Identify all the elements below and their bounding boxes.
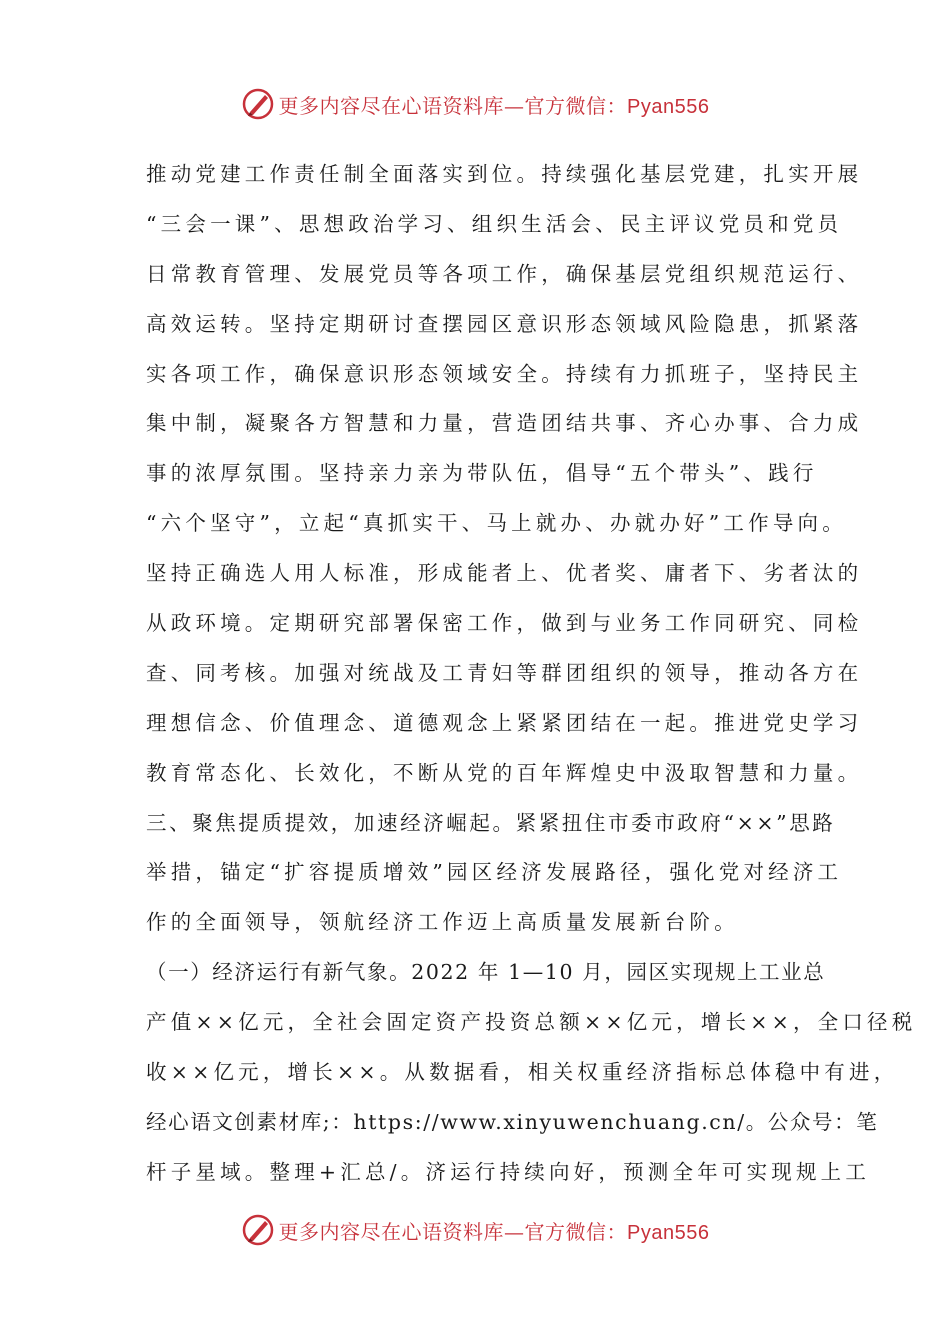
body-line: 坚持正确选人用人标准，形成能者上、优者奖、庸者下、劣者汰的 <box>146 561 863 586</box>
body-line: 查、同考核。加强对统战及工青妇等群团组织的领导，推动各方在 <box>146 660 863 685</box>
body-line: 理想信念、价值理念、道德观念上紧紧团结在一起。推进党史学习 <box>146 710 863 735</box>
body-line: 日常教育管理、发展党员等各项工作，确保基层党组织规范运行、 <box>146 261 863 286</box>
body-line: 产值××亿元，全社会固定资产投资总额××亿元，增长××，全口径税 <box>146 1010 917 1035</box>
body-line: 从政环境。定期研究部署保密工作，做到与业务工作同研究、同检 <box>146 611 863 636</box>
document-body <box>146 150 917 1198</box>
body-line: 作的全面领导，领航经济工作迈上高质量发展新台阶。 <box>146 910 739 935</box>
pen-logo-icon <box>241 1213 275 1247</box>
footer-banner-text: 更多内容尽在心语资料库—官方微信：Pyan556 <box>278 1219 710 1244</box>
body-line: 实各项工作，确保意识形态领域安全。持续有力抓班子，坚持民主 <box>146 361 863 386</box>
body-line: （一）经济运行有新气象。2022 年 1—10 月，园区实现规上工业总 <box>146 960 826 985</box>
footer-banner <box>0 1210 950 1250</box>
body-line: 教育常态化、长效化，不断从党的百年辉煌史中汲取智慧和力量。 <box>146 760 863 785</box>
body-line: 集中制，凝聚各方智慧和力量，营造团结共事、齐心办事、合力成 <box>146 411 863 436</box>
body-line: 杆子星域。整理+汇总/。济运行持续向好，预测全年可实现规上工 <box>146 1159 871 1184</box>
body-line: 经心语文创素材库;：https://www.xinyuwenchuang.cn/。公众号：笔 <box>146 1109 879 1134</box>
body-line: 三、聚焦提质提效，加速经济崛起。紧紧扭住市委市政府“××”思路 <box>146 810 836 835</box>
body-line: 高效运转。坚持定期研讨查摆园区意识形态领域风险隐患，抓紧落 <box>146 311 863 336</box>
body-line: “三会一课”、思想政治学习、组织生活会、民主评议党员和党员 <box>146 211 843 236</box>
header-wechat-id: Pyan556 <box>627 95 710 118</box>
body-line: 事的浓厚氛围。坚持亲力亲为带队伍，倡导“五个带头”、践行 <box>146 461 818 486</box>
body-line: “六个坚守”，立起“真抓实干、马上就办、办就办好”工作导向。 <box>146 511 847 536</box>
footer-wechat-id: Pyan556 <box>627 1221 710 1244</box>
body-line: 举措，锚定“扩容提质增效”园区经济发展路径，强化党对经济工 <box>146 860 843 885</box>
pen-logo-icon <box>241 87 275 121</box>
body-line: 推动党建工作责任制全面落实到位。持续强化基层党建，扎实开展 <box>146 162 863 186</box>
body-line: 收××亿元，增长××。从数据看，相关权重经济指标总体稳中有进， <box>146 1060 899 1085</box>
header-banner <box>0 84 950 124</box>
header-banner-text: 更多内容尽在心语资料库—官方微信：Pyan556 <box>278 93 710 118</box>
